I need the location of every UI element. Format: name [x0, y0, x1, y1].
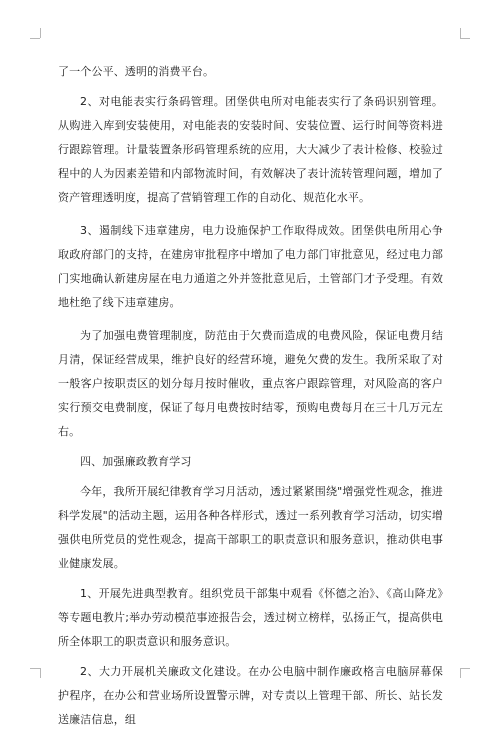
paragraph-continuation: 了一个公平、透明的消费平台。: [58, 65, 215, 78]
crop-mark-top-right-h: [460, 38, 470, 39]
paragraph-barcode-management: 2、对电能表实行条码管理。团堡供电所对电能表实行了条码识别管理。从购进入库到安装使用，对电能表的安装时间、安装位置、运行时间等资料进行跟踪管理。计量装置条形码管理系统的应用，大大减少了表计检修、校验过程中的人为因素差错和内部物流时间，有效解决了表计流转管理问题，增加了资产管理透明度，提高了营销管理工作的自动化、规范化水平。: [58, 95, 443, 204]
crop-mark-top-left-h: [30, 38, 40, 39]
crop-mark-bottom-left-v: [40, 668, 41, 678]
crop-mark-top-left-v: [40, 28, 41, 38]
crop-mark-bottom-right-v: [460, 668, 461, 678]
crop-mark-bottom-right-h: [460, 668, 470, 669]
crop-mark-bottom-left-h: [30, 668, 40, 669]
paragraph-illegal-building: 3、遏制线下违章建房，电力设施保护工作取得成效。团堡供电所用心争取政府部门的支持，在建房审批程序中增加了电力部门审批意见，经过电力部门实地确认新建房屋在电力通道之外并签批意见后，土管部门才予受理。有效地杜绝了线下违章建房。: [58, 224, 443, 309]
paragraph-typical-education: 1、开展先进典型教育。组织党员干部集中观看《怀德之治》、《高山降龙》等专题电教片;举办劳动模范事迹报告会，透过树立榜样，弘扬正气，提高供电所全体职工的职责意识和服务意识。: [58, 587, 443, 648]
paragraph-integrity-culture: 2、大力开展机关廉政文化建设。在办公电脑中制作廉政格言电脑屏幕保护程序，在办公和营业场所设置警示牌，对专责以上管理干部、所长、站长发送廉洁信息，组: [58, 665, 443, 726]
paragraph-discipline-month: 今年，我所开展纪律教育学习月活动，透过紧紧围绕"增强党性观念，推进科学发展"的活动主题，运用各种各样形式，透过一系列教育学习活动，切实增强供电所党员的党性观念，提高干部职工的职责意识和服务意识，推动供电事业健康发展。: [58, 485, 443, 570]
document-body: [58, 60, 443, 732]
paragraph-fee-management: 为了加强电费管理制度，防范由于欠费而造成的电费风险，保证电费月结月清，保证经营成果，维护良好的经营环境，避免欠费的发生。我所采取了对一般客户按职责区的划分每月按时催收，重点客户跟踪管理，对风险高的客户实行预交电费制度，保证了每月电费按时结零，预购电费每月在三十几万元左右。: [58, 329, 443, 438]
crop-mark-top-right-v: [460, 28, 461, 38]
section-heading-integrity-education: 四、加强廉政教育学习: [80, 455, 192, 468]
